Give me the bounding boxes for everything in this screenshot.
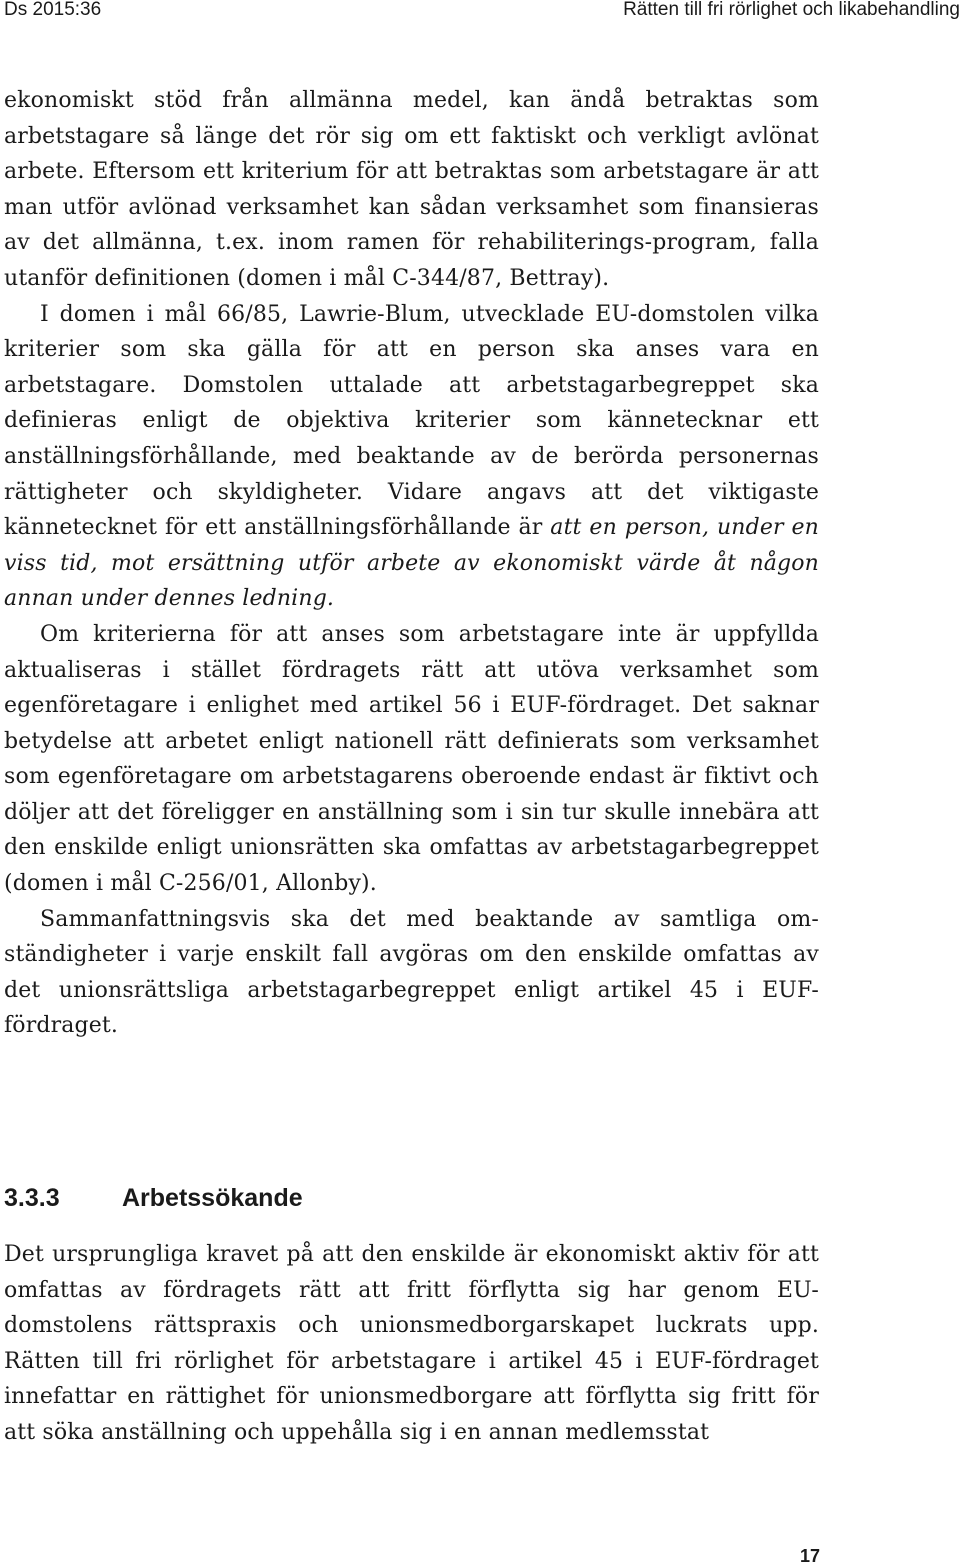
body-text	[4, 83, 819, 1044]
paragraph: ekonomiskt stöd från allmänna medel, kan ändå betraktas som arbetstagare så länge det rör sig om ett faktiskt och verkligt avlönat arbete. Eftersom ett kriterium för att betraktas som arbetstagare är att man utför avlönad verksamhet kan sådan verksamhet som finansieras av det allmänna, t.ex. inom ramen för rehabiliterings-program, falla utanför definitionen (domen i mål C-344/87, Bettray).	[4, 88, 819, 291]
paragraph: Om kriterierna för att anses som arbetstagare inte är uppfyllda aktualiseras i stället fördragets rätt att utöva verksamhet som egenföretagare i enlighet med artikel 56 i EUF-fördraget. Det saknar betydelse att arbetet enligt nationell rätt definierats som verksamhet som egenföretagare om arbetstagarens oberoende endast är fiktivt och döljer att det föreligger en anställning som i sin tur skulle innebära att den enskilde enligt unionsrätten ska omfattas av arbetstagarbegreppet (domen i mål C-256/01, Allonby).	[4, 621, 819, 897]
paragraph-quote: att en person, under en viss tid, mot ersättning utför arbete av ekonomiskt värde åt någon annan under dennes ledning.	[4, 515, 819, 612]
section-body	[4, 1237, 819, 1451]
section-title: Arbetssökande	[122, 1184, 303, 1212]
page-header	[0, 0, 960, 24]
running-title: Rätten till fri rörlighet och likabehandling	[623, 0, 960, 20]
page-number: 17	[799, 1546, 820, 1566]
paragraph: Det ursprungliga kravet på att den enskilde är ekonomiskt aktiv för att omfattas av fördragets rätt att fritt förflytta sig har genom EU-domstolens rättspraxis och unionsmedborgarskapet luckrats upp. Rätten till fri rörlighet för arbetstagare i artikel 45 i EUF-fördraget innefattar en rättighet för unionsmedborgare att förflytta sig fritt för att söka anställning och uppehålla sig i en annan medlemsstat	[4, 1242, 819, 1445]
paragraph: Sammanfattningsvis ska det med beaktande av samtliga om-ständigheter i varje enskilt fall avgöras om den enskilde omfattas av det unionsrättsliga arbetstagarbegreppet enligt artikel 45 i EUF-fördraget.	[4, 906, 819, 1039]
section-heading	[4, 1180, 303, 1216]
document-id: Ds 2015:36	[4, 0, 102, 20]
paragraph	[4, 297, 819, 617]
paragraph-text: I domen i mål 66/85, Lawrie-Blum, utvecklade EU-domstolen vilka kriterier som ska gälla för att en person ska anses vara en arbetstagare. Domstolen uttalade att arbetstagarbegreppet ska definieras enligt de objektiva kriterier som kännetecknar ett anställningsförhållande, med beaktande av de berörda personernas rättigheter och skyldigheter. Vidare angavs att det viktigaste kännetecknet för ett anställningsförhållande är	[4, 301, 819, 541]
section-number: 3.3.3	[4, 1184, 60, 1212]
